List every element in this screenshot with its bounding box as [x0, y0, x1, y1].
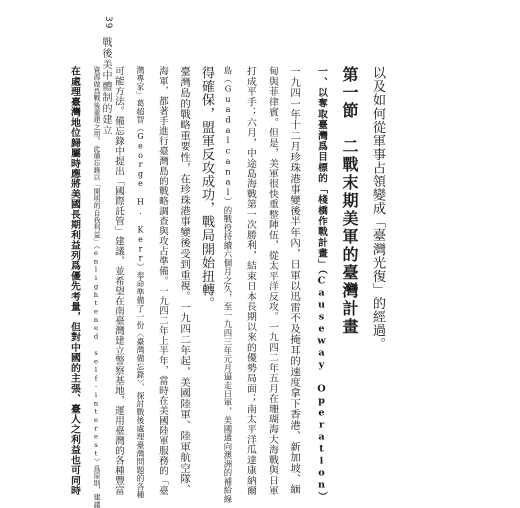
body-text: 得確保，盟軍反攻成功，戰局開始扭轉。	[199, 66, 214, 310]
body-text: 在處理臺灣地位歸屬時應將美國長期利益列爲優先考量，但對中國的主張、臺人之利益也可同時	[69, 66, 80, 496]
body-text: 資源做爲戰後重建之用。此備忘錄以「開明的自我利益」（enlightened self-interest）爲原則，建議	[92, 66, 100, 508]
text-line	[366, 66, 388, 351]
text-line	[107, 66, 129, 496]
section-title: 第一節 二戰末期美軍的臺灣計畫	[340, 66, 359, 336]
text-line	[63, 66, 85, 496]
subsection-title: 一、以奪取臺灣爲目標的「棧橋作戰計畫」（Causeway Operation）	[316, 66, 327, 503]
text-line	[217, 66, 239, 503]
text-line	[239, 66, 261, 496]
body-text: 島（Guadalcanal）的戰役持續六個月之久，至一九四三年元月逼走日軍，美國通向澳洲的補給線	[223, 66, 233, 504]
body-text: 灣專家」葛超智（George H. Kerr）奉命準備了一份〈臺灣備忘錄〉，探討戰後處理臺灣問題的各種	[136, 66, 145, 499]
running-title: 戰後美中體制的建立	[100, 37, 111, 137]
body-text: 一九四一年十二月珍珠港事變後半年內，日軍以迅雷不及掩耳的速度拿下香港、新加坡、緬	[288, 66, 300, 495]
subsection-heading	[310, 66, 332, 502]
text-line	[85, 66, 107, 508]
text-line	[173, 66, 195, 495]
text-line	[261, 66, 283, 496]
text-line	[195, 66, 217, 310]
body-text: 可能方法。備忘錄中提出「國際託管」建議，並希望在南臺灣建立警察基地，運用臺灣的各種豐富	[113, 66, 124, 496]
body-text: 甸與菲律賓。但是，美軍很快重整陣伍，從太平洋反攻。一九四二年五月在珊瑚海大海戰與日軍	[267, 66, 278, 496]
body-text: 海軍，都著手進行臺灣島的戰略調查與攻占準備。一九四二年上半年，當時在美國陸軍服務的「臺	[157, 66, 168, 496]
text-line	[151, 66, 173, 496]
text-line	[129, 66, 151, 499]
body-text: 打成平手；六月，中途島海戰第一次勝利，結束日本長期以來的優勢局面；南太平洋瓜達康納爾	[245, 66, 256, 496]
section-heading	[338, 66, 360, 336]
text-line	[283, 66, 305, 495]
body-text: 以及如何從軍事占領變成「臺灣光復」的經過。	[370, 66, 385, 351]
body-text: 臺灣島的戰略重要性，在珍珠港事變後受到重視。一九四二年起，美國陸軍、陸軍航空隊、	[178, 66, 190, 495]
page-number: 39	[103, 16, 113, 30]
